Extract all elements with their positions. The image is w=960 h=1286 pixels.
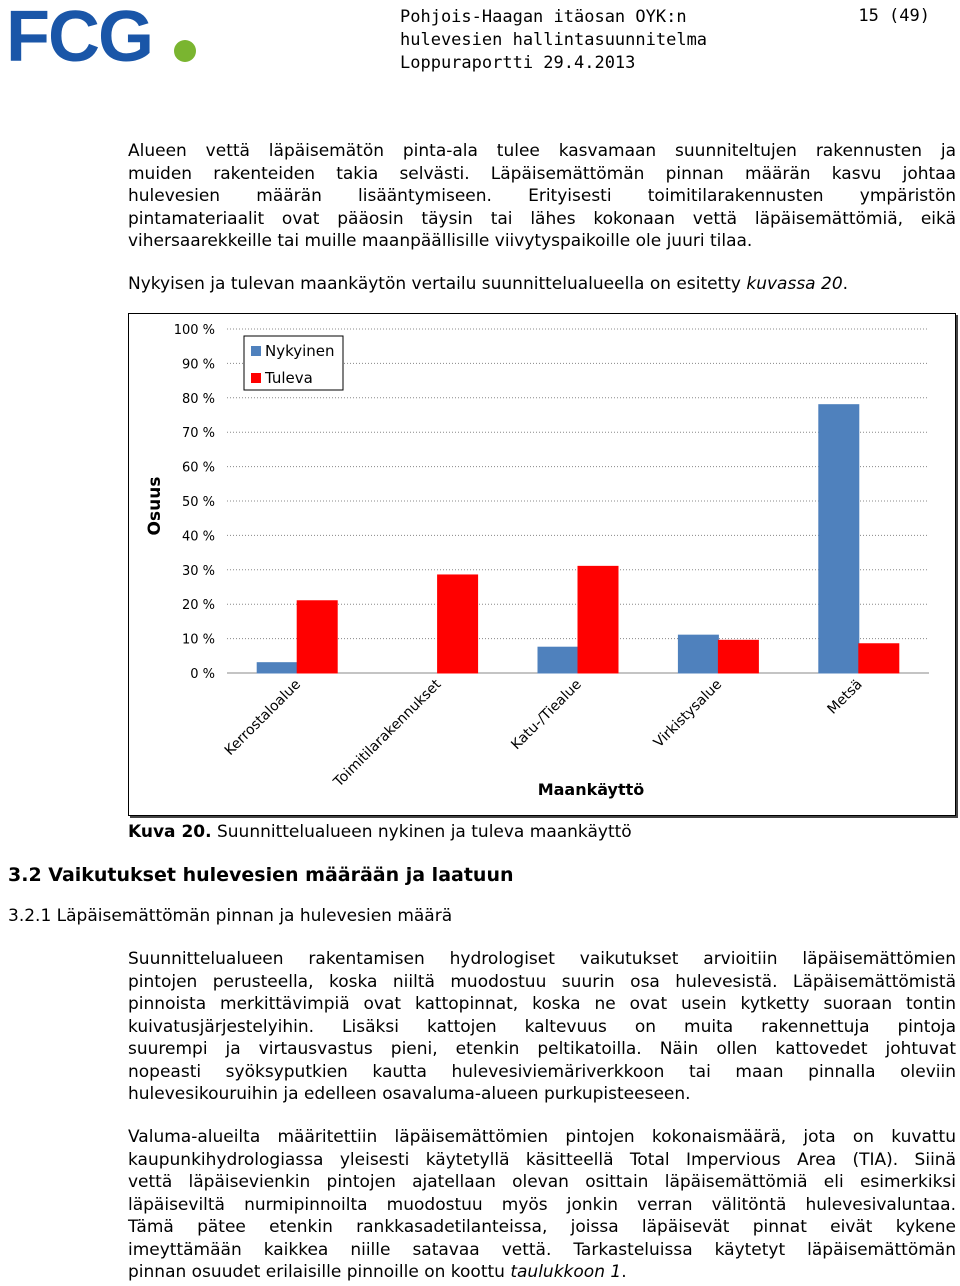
para2-text: Nykyisen ja tulevan maankäytön vertailu suunnittelualueella on esitetty — [128, 274, 747, 294]
para3-line: pinnoista merkittävimpiä ovat kattopinnat, koska ne ovat usein kytketty suoraan tontin — [128, 994, 956, 1014]
legend-swatch-tuleva — [251, 373, 261, 383]
y-tick-label: 100 % — [173, 323, 215, 338]
bar-tuleva-0 — [297, 601, 337, 673]
paragraph-2 — [128, 273, 956, 296]
paragraph-3 — [128, 948, 956, 1106]
paragraph-4 — [128, 1126, 956, 1284]
subsection-heading: 3.2.1 Läpäisemättömän pinnan ja hulevesien määrä — [8, 906, 453, 926]
land-use-chart — [129, 314, 955, 815]
logo-dot — [174, 40, 196, 62]
bar-nykyinen-3 — [678, 635, 718, 673]
page-number: 15 (49) — [858, 6, 930, 26]
y-tick-label: 70 % — [181, 426, 215, 442]
bar-tuleva-3 — [718, 640, 758, 673]
para4-line: kaupunkihydrologiassa yleisesti käytetyllä käsitteellä Total Impervious Area (TIA). Siinä — [128, 1149, 956, 1170]
para4-last-text: pinnan osuudet erilaisille pinnoille on koottu — [128, 1262, 511, 1282]
para4-last-end: . — [621, 1262, 627, 1282]
bar-tuleva-1 — [438, 575, 478, 673]
figure-reference: kuvassa 20 — [746, 274, 843, 294]
x-category-label: Kerrostaloalue — [221, 676, 305, 759]
paragraph-1 — [128, 140, 956, 253]
figure-caption — [128, 822, 632, 842]
y-axis-title: Osuus — [145, 476, 165, 536]
legend-label-nykyinen: Nykyinen — [265, 342, 335, 360]
x-category-label: Toimitilarakennukset — [330, 676, 445, 791]
para3-line: suurempi ja virtausvastus pieni, etenkin peltikatoilla. Näin ollen kattovedet johtuvat — [128, 1039, 956, 1059]
bar-nykyinen-0 — [257, 663, 297, 673]
y-tick-label: 50 % — [181, 495, 215, 510]
y-tick-label: 30 % — [181, 563, 215, 579]
bar-nykyinen-4 — [819, 405, 859, 673]
y-tick-label: 10 % — [181, 632, 215, 648]
y-tick-label: 80 % — [181, 391, 215, 407]
x-category-label: Metsä — [824, 676, 866, 718]
caption-text: Suunnittelualueen nykinen ja tuleva maankäyttö — [211, 822, 632, 842]
para3-line: kuivatusjärjestelyihin. Lisäksi kattojen kaltevuus on muita rakennettuja pintoja — [128, 1016, 956, 1037]
para4-line: Valuma-alueilta määritettiin läpäisemättömien pintojen kokonaismäärä, jota on kuvattu — [128, 1127, 956, 1147]
para3-line: nopeasti syöksyputkien kautta hulevesiviemäriverkkoon tai maan pinnalla oleviin — [128, 1061, 956, 1082]
para3-line: hulevesikouruihin ja edelleen osavaluma-alueen purkupisteeseen. — [128, 1084, 691, 1104]
header-line-1: Pohjois-Haagan itäosan OYK:n — [400, 7, 687, 27]
table-reference: taulukkoon 1 — [510, 1262, 622, 1282]
logo-text: FCG — [6, 0, 152, 77]
y-tick-label: 60 % — [181, 460, 215, 476]
para1-line: Alueen vettä läpäisemätön pinta-ala tulee kasvamaan suunniteltujen rakennusten ja — [128, 141, 956, 161]
para1-line: hulevesien määrän lisääntymiseen. Erityisesti toimitilarakennusten ympäristön — [128, 186, 956, 206]
para4-line: läpäiseviltä nurmipinnoilta muodostuu myös jonkin verran välitöntä hulevesivaluntaa. — [128, 1194, 956, 1215]
para3-line: pintojen perusteella, koska niiltä muodostuu suurin osa hulevesistä. Läpäisemättömistä — [128, 971, 956, 992]
bar-tuleva-4 — [859, 644, 899, 673]
header-line-3: Loppuraportti 29.4.2013 — [400, 53, 636, 73]
para2-end: . — [842, 274, 849, 294]
para3-line: Suunnittelualueen rakentamisen hydrologiset vaikutukset arvioitiin läpäisemättömien — [128, 949, 956, 969]
bar-tuleva-2 — [578, 566, 618, 673]
x-category-label: Katu-/Tiealue — [508, 676, 585, 754]
legend-swatch-nykyinen — [251, 346, 261, 356]
para1-line: vihersaarekkeille tai muille maanpäällisille viivytyspaikoille ole juuri tilaa. — [128, 231, 753, 251]
para4-line-last — [128, 1261, 956, 1284]
bar-nykyinen-2 — [538, 647, 578, 673]
y-tick-label: 40 % — [181, 529, 215, 545]
para1-line: pintamateriaalit ovat pääosin täysin tai lähes kokonaan vettä läpäisemättömiä, eikä — [128, 208, 956, 229]
para4-line: vettä läpäisevienkin pintojen ajatellaan olevan osittain läpäisemättömiä eli esimerkiksi — [128, 1172, 956, 1192]
y-tick-label: 90 % — [181, 357, 215, 373]
para1-line: muiden rakenteiden takia selvästi. Läpäisemättömän pinnan määrän kasvu johtaa — [128, 163, 956, 184]
legend-label-tuleva: Tuleva — [265, 369, 313, 387]
y-tick-label: 0 % — [190, 667, 215, 682]
document-header — [400, 6, 707, 75]
header-line-2: hulevesien hallintasuunnitelma — [400, 30, 708, 50]
x-axis-title: Maankäyttö — [537, 780, 645, 799]
para4-line: Tämä pätee etenkin rankkasadetilanteissa, joissa läpäisevät pinnat eivät kykene — [128, 1217, 956, 1237]
para4-line: imeyttämään kaikkea niille satavaa vettä. Tarkasteluissa käytetyt läpäisemättömän — [128, 1239, 956, 1260]
section-heading: 3.2 Vaikutukset hulevesien määrään ja laatuun — [8, 864, 514, 886]
fcg-logo — [6, 0, 196, 77]
caption-label: Kuva 20. — [128, 822, 212, 842]
y-tick-label: 20 % — [181, 598, 215, 614]
chart-frame — [128, 313, 956, 816]
x-category-label: Virkistysalue — [650, 676, 726, 751]
